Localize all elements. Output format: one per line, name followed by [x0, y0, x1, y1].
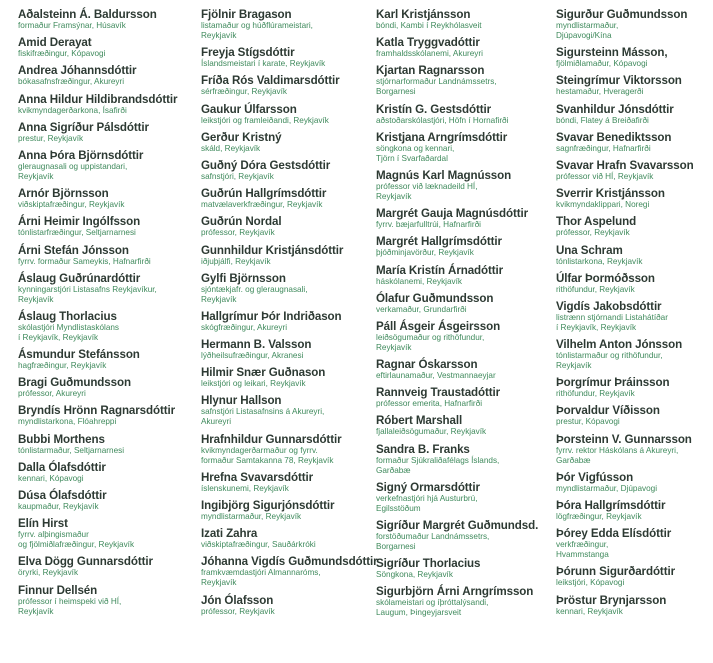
signatory-name: Þórunn Sigurðardóttir: [556, 565, 675, 579]
signatory-description: Reykjavík: [556, 361, 592, 371]
signatory-description: myndlistarmaður, Djúpavogi: [556, 483, 658, 493]
signatory-name: Thor Aspelund: [556, 215, 637, 229]
signatory-description: Reykjavík: [201, 294, 237, 304]
signatory-entry: [18, 461, 199, 484]
signatory-description: skáld, Reykjavík: [201, 143, 261, 153]
signatory-entry: [376, 386, 556, 409]
signatory-name: Kristjana Arngrímsdóttir: [376, 130, 508, 144]
signatory-description: Laugum, Þingeyjarsveit: [376, 608, 462, 618]
signatory-name: Vilhelm Anton Jónsson: [556, 338, 683, 352]
signatory-description: þjóðminjavörður, Reykjavík: [376, 248, 474, 258]
signatory-entry: [376, 131, 556, 164]
signatory-name: Aðalsteinn Á. Baldursson: [18, 8, 157, 21]
signatory-entry: [556, 376, 713, 399]
signatory-entry: [556, 244, 713, 267]
signatory-description: íslenskunemi, Reykjavík: [201, 483, 289, 493]
signatory-description: Reykjavík: [18, 294, 54, 304]
signatory-name: Finnur Dellsén: [18, 583, 98, 597]
signatory-entry: [18, 215, 199, 238]
signatory-name: Hrefna Svavarsdóttir: [201, 470, 314, 484]
signatory-description: skógfræðingur, Akureyri: [201, 322, 288, 332]
signatory-entry: [556, 272, 713, 295]
signatory-entry: [201, 310, 376, 333]
signatory-entry: [556, 338, 713, 371]
signatory-entry: [556, 46, 713, 69]
signatory-entry: [376, 235, 556, 258]
signatory-name: Hallgrímur Þór Indriðason: [201, 309, 342, 323]
signatory-description: tónlistarkona, Reykjavík: [556, 256, 643, 266]
signatory-name: Sigríður Margrét Guðmundsd.: [376, 519, 539, 532]
signatory-description: kynningarstjóri Listasafns Reykjavíkur,: [18, 284, 157, 294]
signatory-description: sérfræðingur, Reykjavík: [201, 87, 288, 97]
signatory-description: prestur, Kópavogi: [556, 417, 620, 427]
signatory-name: Guðný Dóra Gestsdóttir: [201, 158, 331, 172]
signatory-name: Bubbi Morthens: [18, 432, 105, 446]
signatory-description: bóndi, Kambi í Reykhólasveit: [376, 21, 482, 30]
signatory-name: Jón Ólafsson: [201, 593, 274, 607]
signatory-description: fyrrv. formaður Sameykis, Hafnarfirði: [18, 256, 151, 266]
signatory-description: Reykjavík: [376, 342, 412, 352]
signatory-name: Ingibjörg Sigurjónsdóttir: [201, 499, 335, 512]
signatory-description: Íslandsmeistari í karate, Reykjavík: [201, 59, 326, 69]
signatory-name: Hlynur Hallson: [201, 394, 282, 408]
signatory-name: Þorvaldur Víðisson: [556, 404, 660, 418]
signatory-entry: [556, 8, 713, 41]
signatory-description: fjölmiðlamaður, Kópavogi: [556, 59, 648, 69]
signatory-name: Anna Hildur Hildibrandsdóttir: [18, 92, 178, 106]
signatory-entry: [376, 585, 556, 618]
signatory-name: Bragi Guðmundsson: [18, 376, 131, 390]
signatory-description: lögfræðingur, Reykjavík: [556, 512, 642, 521]
signatory-entry: [18, 517, 199, 550]
signatory-entry: [376, 358, 556, 381]
signatory-entry: [18, 584, 199, 617]
signatory-name: Elín Hirst: [18, 517, 68, 531]
signatory-name: Svavar Benediktsson: [556, 130, 672, 144]
signatory-description: safnstjóri, Reykjavík: [201, 171, 274, 181]
signatory-name: Margrét Gauja Magnúsdóttir: [376, 207, 528, 221]
signatory-name: Rannveig Traustadóttir: [376, 386, 501, 400]
signatory-entry: [556, 433, 713, 466]
signatory-description: Akureyri: [201, 417, 232, 427]
signatory-entry: [18, 8, 199, 31]
signatory-description: sjóntækjafr. og gleraugnasali,: [201, 284, 308, 294]
signatory-description: formaður Sjúkraliðafélags Íslands,: [376, 455, 500, 465]
signatory-name: Áslaug Thorlacius: [18, 309, 117, 323]
signatory-name: Gerður Kristný: [201, 130, 282, 144]
signatory-name: Sigurður Guðmundsson: [556, 8, 688, 21]
signatory-description: Tjörn í Svarfaðardal: [376, 153, 448, 163]
signatory-description: leikstjóri og leikari, Reykjavík: [201, 379, 306, 389]
signatory-entry: [201, 74, 376, 97]
signatory-name: Guðrún Nordal: [201, 215, 282, 229]
signatory-description: Borgarnesi: [376, 87, 416, 97]
signatory-entry: [376, 481, 556, 514]
signatory-entry: [18, 310, 199, 343]
signatory-name: Dalla Ólafsdóttir: [18, 460, 106, 474]
signatory-description: Djúpavogi/Kína: [556, 31, 612, 40]
signatory-description: sagnfræðingur, Hafnarfirði: [556, 143, 651, 153]
signatory-name: Gaukur Úlfarsson: [201, 102, 297, 116]
signatory-name: Signý Ormarsdóttir: [376, 480, 480, 494]
signatory-description: söngkona og kennari,: [376, 143, 455, 153]
signatory-description: matvælaverkfræðingur, Reykjavík: [201, 200, 323, 210]
signatory-description: Reykjavík: [201, 31, 237, 40]
signatory-description: Garðabæ: [556, 455, 591, 465]
signatory-name: Hermann B. Valsson: [201, 338, 312, 352]
signatory-description: stjórnarformaður Landnámssetrs,: [376, 77, 497, 87]
signatory-description: formaður Framsýnar, Húsavík: [18, 21, 126, 30]
signatory-description: prófessor emerita, Hafnarfirði: [376, 399, 483, 409]
signatory-description: kennari, Reykjavík: [556, 606, 623, 616]
signatory-entry: [556, 565, 713, 588]
signatory-description: skólameistari og íþróttalýsandi,: [376, 598, 489, 608]
signatory-description: formaður Samtakanna 78, Reykjavík: [201, 455, 334, 465]
signatory-name: Jóhanna Vigdís Guðmundsdóttir: [201, 555, 378, 569]
signatory-description: hagfræðingur, Reykjavík: [18, 361, 107, 371]
signatory-entry: [18, 489, 199, 512]
signatory-name: Dúsa Ólafsdóttir: [18, 489, 107, 502]
signatory-description: viðskiptafræðingur, Reykjavík: [18, 200, 125, 210]
signatory-description: í Reykjavík, Reykjavík: [556, 322, 637, 332]
signatory-name: Þorgrímur Þráinsson: [556, 376, 670, 390]
signatory-description: prófessor, Akureyri: [18, 389, 86, 399]
signatory-description: gleraugnasali og uppistandari,: [18, 161, 128, 171]
signatory-description: myndlistarmaður,: [556, 21, 619, 30]
signatory-name: Hrafnhildur Gunnarsdóttir: [201, 432, 342, 446]
signatory-entry: [376, 64, 556, 97]
signatory-entry: [201, 594, 376, 617]
signatory-entry: [18, 348, 199, 371]
signatory-description: og fjölmiðlafræðingur, Reykjavík: [18, 540, 135, 550]
signatory-description: framkvæmdastjóri Almannaróms,: [201, 568, 321, 578]
signatory-entry: [18, 272, 199, 305]
signatory-description: myndlistarmaður, Reykjavík: [201, 512, 302, 521]
signatory-description: tónlistarmaður, Seltjarnarnesi: [18, 445, 125, 455]
signatory-entry: [376, 443, 556, 476]
signatory-description: rithöfundur, Reykjavík: [556, 284, 635, 294]
signatory-entry: [201, 394, 376, 427]
signatory-entry: [201, 499, 376, 522]
signatory-entry: [556, 300, 713, 333]
signatory-description: tónlistarfræðingur, Seltjarnarnesi: [18, 228, 136, 238]
signatory-description: prófessor við læknadeild HÍ,: [376, 181, 478, 191]
signatory-name: Gylfi Björnsson: [201, 271, 286, 285]
signatory-description: leikstjóri og framleiðandi, Reykjavík: [201, 115, 329, 125]
signatory-entry: [556, 471, 713, 494]
signatory-name: Þorsteinn V. Gunnarsson: [556, 432, 692, 446]
signatory-entry: [18, 376, 199, 399]
signatory-description: Reykjavík: [18, 606, 54, 616]
signatory-name: Una Schram: [556, 243, 623, 257]
signatory-description: fyrrv. bæjarfulltrúi, Hafnarfirði: [376, 220, 481, 230]
signatory-description: leikstjóri, Kópavogi: [556, 578, 625, 588]
signatory-entry: [556, 103, 713, 126]
signatory-entry: [201, 103, 376, 126]
signatory-entry: [376, 264, 556, 287]
signatory-description: fyrrv. alþingismaður: [18, 530, 89, 540]
signatory-description: Egilsstöðum: [376, 503, 421, 513]
signatory-entry: [201, 244, 376, 267]
signatory-description: Reykjavík: [18, 171, 54, 181]
signatory-entry: [376, 320, 556, 353]
signatory-description: verkfræðingur,: [556, 540, 609, 550]
signatory-description: bókasafnsfræðingur, Akureyri: [18, 77, 125, 87]
signatory-entry: [18, 121, 199, 144]
signatory-description: aðstoðarskólastjóri, Höfn í Hornafirði: [376, 115, 509, 125]
column-1: [0, 8, 199, 663]
signatory-name: Fjölnir Bragason: [201, 8, 292, 21]
signatory-entry: [556, 131, 713, 154]
signatory-entry: [201, 338, 376, 361]
signatory-entry: [556, 404, 713, 427]
signatory-description: bóndi, Flatey á Breiðafirði: [556, 115, 649, 125]
signatory-name: Izati Zahra: [201, 527, 258, 541]
signatory-description: verkefnastjóri hjá Austurbrú,: [376, 493, 478, 503]
signatory-description: forstöðumaður Landnámssetrs,: [376, 532, 490, 541]
signatory-name: Árni Heimir Ingólfsson: [18, 215, 141, 229]
signatory-description: í Reykjavík, Reykjavík: [18, 332, 99, 342]
signatory-list: [0, 8, 713, 663]
signatory-name: Kristín G. Gestsdóttir: [376, 102, 492, 116]
signatory-description: listamaður og húðflúrameistari,: [201, 21, 313, 30]
signatory-description: myndlistarkona, Flóahreppi: [18, 417, 117, 427]
signatory-description: prófessor, Reykjavík: [201, 606, 275, 616]
signatory-name: Sigurbjörn Árni Arngrímsson: [376, 585, 534, 599]
signatory-description: rithöfundur, Reykjavík: [556, 389, 635, 399]
signatory-entry: [376, 169, 556, 202]
signatory-entry: [18, 244, 199, 267]
signatory-name: Margrét Hallgrímsdóttir: [376, 235, 502, 249]
signatory-name: Freyja Stígsdóttir: [201, 46, 295, 60]
signatory-name: Sigursteinn Másson,: [556, 46, 668, 60]
signatory-description: verkamaður, Grundarfirði: [376, 304, 467, 314]
signatory-description: kvikmyndagerðarmaður og fyrrv.: [201, 445, 318, 455]
signatory-description: kvikmyndagerðarkona, Ísafirði: [18, 105, 127, 115]
signatory-name: Guðrún Hallgrímsdóttir: [201, 187, 327, 201]
signatory-entry: [201, 366, 376, 389]
signatory-entry: [201, 527, 376, 550]
signatory-entry: [556, 215, 713, 238]
signatory-description: hestamaður, Hveragerði: [556, 87, 644, 97]
signatory-name: Sandra B. Franks: [376, 442, 470, 456]
signatory-entry: [18, 433, 199, 456]
signatory-entry: [376, 36, 556, 59]
signatory-name: Gunnhildur Kristjánsdóttir: [201, 243, 344, 257]
signatory-entry: [201, 8, 376, 41]
signatory-name: Páll Ásgeir Ásgeirsson: [376, 319, 501, 333]
signatory-description: háskólanemi, Reykjavík: [376, 276, 463, 286]
signatory-entry: [18, 93, 199, 116]
signatory-description: lýðheilsufræðingur, Akranesi: [201, 351, 304, 361]
signatory-name: Úlfar Þormóðsson: [556, 271, 655, 285]
signatory-entry: [556, 159, 713, 182]
signatory-name: Magnús Karl Magnússon: [376, 168, 512, 182]
signatory-name: Þröstur Brynjarsson: [556, 593, 667, 607]
signatory-entry: [376, 519, 556, 552]
signatory-name: Ásmundur Stefánsson: [18, 348, 140, 362]
signatory-description: kvikmyndaklippari, Noregi: [556, 200, 650, 210]
signatory-name: Svavar Hrafn Svavarsson: [556, 158, 694, 172]
signatory-entry: [376, 557, 556, 580]
signatory-name: Elva Dögg Gunnarsdóttir: [18, 555, 153, 569]
signatory-entry: [201, 131, 376, 154]
signatory-entry: [201, 555, 376, 588]
signatory-entry: [18, 404, 199, 427]
signatory-entry: [201, 433, 376, 466]
signatory-description: fyrrv. rektor Háskólans á Akureyri,: [556, 445, 679, 455]
signatory-entry: [556, 74, 713, 97]
signatory-entry: [201, 215, 376, 238]
signatory-description: prófessor, Reykjavík: [556, 228, 630, 238]
signatory-description: Reykjavík: [201, 578, 237, 588]
column-3: [376, 8, 556, 663]
signatory-name: Arnór Björnsson: [18, 187, 109, 201]
signatory-name: Steingrímur Viktorsson: [556, 74, 682, 88]
signatory-description: prófessor í heimspeki við HÍ,: [18, 596, 122, 606]
signatory-name: Andrea Jóhannsdóttir: [18, 64, 137, 78]
signatory-entry: [201, 471, 376, 494]
signatory-name: Þóra Hallgrímsdóttir: [556, 499, 666, 512]
signatory-entry: [18, 149, 199, 182]
signatory-description: listrænn stjórnandi Listahátíðar: [556, 312, 668, 322]
signatory-description: viðskiptafræðingur, Sauðárkróki: [201, 540, 316, 550]
column-4: [556, 8, 713, 663]
signatory-entry: [376, 207, 556, 230]
signatory-entry: [18, 36, 199, 59]
signatory-description: fiskifræðingur, Kópavogi: [18, 49, 106, 59]
signatory-name: Róbert Marshall: [376, 414, 463, 428]
signatory-name: Katla Tryggvadóttir: [376, 36, 480, 50]
signatory-entry: [376, 414, 556, 437]
signatory-name: Ragnar Óskarsson: [376, 358, 478, 372]
signatory-entry: [201, 46, 376, 69]
signatory-description: iðjuþjálfi, Reykjavík: [201, 256, 271, 266]
signatory-description: eftirlaunamaður, Vestmannaeyjar: [376, 371, 496, 381]
signatory-description: prófessor, Reykjavík: [201, 228, 275, 238]
signatory-entry: [376, 292, 556, 315]
signatory-description: kennari, Kópavogi: [18, 473, 84, 483]
signatory-name: Karl Kristjánsson: [376, 8, 471, 21]
signatory-entry: [556, 187, 713, 210]
signatory-name: Hilmir Snær Guðnason: [201, 366, 326, 380]
signatory-name: Kjartan Ragnarsson: [376, 64, 485, 78]
signatory-name: Anna Sigríður Pálsdóttir: [18, 120, 149, 134]
signatory-description: Garðabæ: [376, 465, 411, 475]
signatory-description: öryrki, Reykjavík: [18, 568, 79, 578]
signatory-description: Borgarnesi: [376, 542, 416, 551]
signatory-entry: [201, 159, 376, 182]
signatory-name: Anna Þóra Björnsdóttir: [18, 148, 144, 162]
signatory-entry: [18, 64, 199, 87]
signatory-description: kaupmaður, Reykjavík: [18, 502, 99, 511]
signatory-entry: [18, 187, 199, 210]
signatory-name: Bryndís Hrönn Ragnarsdóttir: [18, 404, 176, 418]
signatory-entry: [556, 527, 713, 560]
signatory-name: Sigríður Thorlacius: [376, 557, 481, 571]
signatory-description: Hvammstanga: [556, 550, 609, 560]
signatory-name: Ólafur Guðmundsson: [376, 291, 494, 305]
column-2: [199, 8, 376, 663]
signatory-description: tónlistarmaður og rithöfundur,: [556, 351, 663, 361]
signatory-description: safnstjóri Listasafnsins á Akureyri,: [201, 407, 325, 417]
signatory-description: leiðsögumaður og rithöfundur,: [376, 332, 485, 342]
signatory-name: Fríða Rós Valdimarsdóttir: [201, 74, 340, 88]
signatory-name: Vigdís Jakobsdóttir: [556, 299, 662, 313]
signatory-description: prófessor við HÍ, Reykjavík: [556, 171, 654, 181]
signatory-entry: [556, 594, 713, 617]
signatory-name: Sverrir Kristjánsson: [556, 187, 665, 201]
signatory-entry: [376, 8, 556, 31]
signatory-description: Söngkona, Reykjavík: [376, 570, 453, 580]
signatory-name: Þór Vigfússon: [556, 470, 634, 484]
signatory-entry: [201, 187, 376, 210]
signatory-description: fjallaleiðsögumaður, Reykjavík: [376, 427, 487, 437]
signatory-entry: [201, 272, 376, 305]
signatory-name: María Kristín Árnadóttir: [376, 263, 504, 277]
signatory-entry: [556, 499, 713, 522]
signatory-description: framhaldsskólanemi, Akureyri: [376, 49, 483, 59]
signatory-entry: [376, 103, 556, 126]
signatory-name: Áslaug Guðrúnardóttir: [18, 271, 141, 285]
signatory-name: Þórey Edda Elísdóttir: [556, 527, 672, 541]
signatory-description: skólastjóri Myndlistaskólans: [18, 322, 120, 332]
signatory-entry: [18, 555, 199, 578]
signatory-description: Reykjavík: [376, 191, 412, 201]
signatory-name: Amid Derayat: [18, 36, 92, 50]
signatory-description: prestur, Reykjavík: [18, 133, 84, 143]
signatory-name: Árni Stefán Jónsson: [18, 243, 129, 257]
signatory-name: Svanhildur Jónsdóttir: [556, 102, 674, 116]
